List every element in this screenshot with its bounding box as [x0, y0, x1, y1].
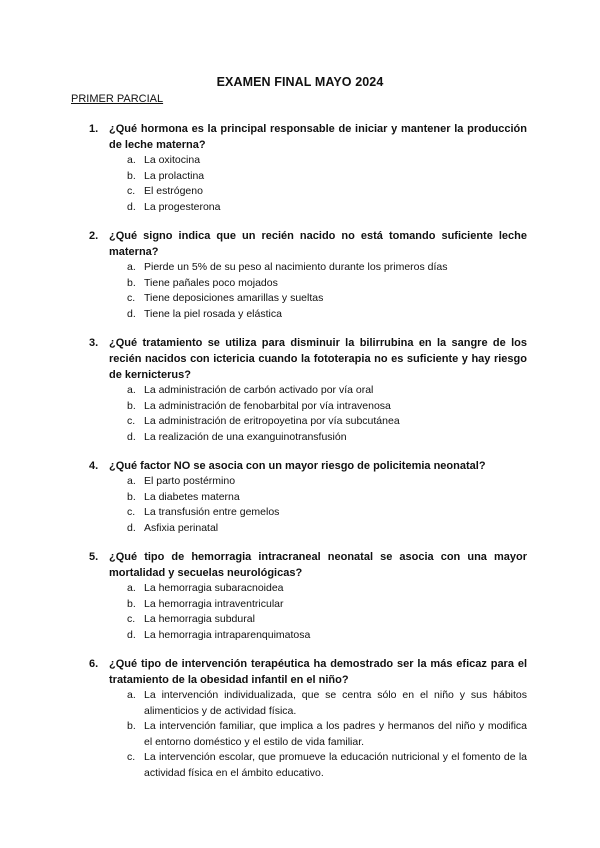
option-letter: c. — [127, 415, 136, 427]
option-text: La hemorragia subaracnoidea — [144, 582, 284, 594]
question-4 — [89, 458, 527, 536]
option-list — [89, 581, 527, 643]
question-text: ¿Qué tipo de hemorragia intracraneal neonatal se asocia con una mayor mortalidad y secuelas neurológicas? — [109, 551, 527, 579]
option-letter: c. — [127, 613, 136, 625]
option-list — [89, 383, 527, 445]
option-letter: c. — [127, 292, 136, 304]
option-letter: d. — [127, 307, 136, 320]
question-number: 5. — [89, 551, 99, 563]
option-text: La prolactina — [144, 169, 205, 182]
answer-option — [89, 521, 527, 537]
question-5 — [89, 549, 527, 643]
section-heading: PRIMER PARCIAL — [71, 93, 164, 105]
option-letter: b. — [127, 276, 136, 289]
option-letter: b. — [127, 720, 136, 732]
answer-option — [89, 581, 527, 597]
question-2 — [89, 228, 527, 322]
option-text: La intervención escolar, que promueve la educación nutricional y el fomento de la actividad física en el ámbito educativo. — [144, 751, 527, 779]
answer-option — [89, 612, 527, 628]
option-letter: a. — [127, 582, 136, 594]
answer-option — [89, 291, 527, 307]
question-number: 4. — [89, 460, 99, 472]
question-text: ¿Qué tipo de intervención terapéutica ha demostrado ser la más eficaz para el tratamiento de la obesidad infantil en el niño? — [109, 658, 527, 686]
answer-option — [89, 490, 527, 506]
option-text: La hemorragia intraparenquimatosa — [144, 628, 311, 641]
answer-option — [89, 474, 527, 490]
option-list — [89, 153, 527, 215]
answer-option — [89, 276, 527, 292]
option-text: La administración de fenobarbital por vía intravenosa — [144, 399, 391, 412]
option-letter: a. — [127, 261, 136, 273]
option-text: La progesterona — [144, 200, 221, 213]
answer-option — [89, 505, 527, 521]
answer-option — [89, 200, 527, 216]
answer-option — [89, 688, 527, 719]
option-letter: a. — [127, 154, 136, 166]
exam-title: EXAMEN FINAL MAYO 2024 — [216, 75, 384, 89]
question-text: ¿Qué signo indica que un recién nacido no está tomando suficiente leche materna? — [109, 230, 527, 258]
answer-option — [89, 597, 527, 613]
option-letter: d. — [127, 628, 136, 641]
option-letter: a. — [127, 475, 136, 487]
option-letter: a. — [127, 689, 136, 701]
question-number: 2. — [89, 230, 99, 242]
option-text: Tiene deposiciones amarillas y sueltas — [144, 292, 324, 304]
option-text: La realización de una exanguinotransfusión — [144, 430, 347, 443]
option-letter: d. — [127, 430, 136, 443]
answer-option — [89, 307, 527, 323]
option-letter: c. — [127, 751, 136, 763]
answer-option — [89, 628, 527, 644]
option-letter: d. — [127, 521, 136, 534]
option-text: La oxitocina — [144, 154, 201, 166]
question-list — [89, 121, 527, 781]
answer-option — [89, 750, 527, 781]
option-text: Pierde un 5% de su peso al nacimiento durante los primeros días — [144, 261, 448, 273]
answer-option — [89, 430, 527, 446]
option-letter: b. — [127, 597, 136, 610]
question-1 — [89, 121, 527, 215]
question-number: 1. — [89, 123, 99, 135]
answer-option — [89, 153, 527, 169]
option-list — [89, 688, 527, 781]
answer-option — [89, 260, 527, 276]
question-number: 3. — [89, 337, 99, 349]
option-text: Asfixia perinatal — [144, 521, 219, 534]
question-3 — [89, 335, 527, 445]
option-text: La intervención individualizada, que se centra sólo en el niño y sus hábitos alimenticios y de actividad física. — [144, 689, 527, 717]
option-list — [89, 260, 527, 322]
answer-option — [89, 184, 527, 200]
answer-option — [89, 383, 527, 399]
answer-option — [89, 719, 527, 750]
question-text: ¿Qué tratamiento se utiliza para disminuir la bilirrubina en la sangre de los recién nacidos con ictericia cuando la fototerapia no es suficiente y hay riesgo de kernicterus? — [109, 337, 527, 381]
answer-option — [89, 169, 527, 185]
answer-option — [89, 414, 527, 430]
option-text: La diabetes materna — [144, 490, 240, 503]
option-text: Tiene pañales poco mojados — [144, 276, 278, 289]
question-text: ¿Qué hormona es la principal responsable de iniciar y mantener la producción de leche materna? — [109, 123, 527, 151]
option-letter: b. — [127, 490, 136, 503]
option-text: La administración de carbón activado por vía oral — [144, 384, 374, 396]
option-letter: b. — [127, 399, 136, 412]
option-text: La transfusión entre gemelos — [144, 506, 280, 518]
option-text: La hemorragia intraventricular — [144, 597, 284, 610]
option-text: La intervención familiar, que implica a los padres y hermanos del niño y modifica el entorno doméstico y el estilo de vida familiar. — [144, 720, 527, 748]
question-number: 6. — [89, 658, 99, 670]
option-letter: c. — [127, 185, 136, 197]
question-text: ¿Qué factor NO se asocia con un mayor riesgo de policitemia neonatal? — [109, 460, 486, 472]
option-text: El parto postérmino — [144, 475, 236, 487]
option-list — [89, 474, 527, 536]
option-letter: c. — [127, 506, 136, 518]
question-6 — [89, 656, 527, 781]
option-text: La administración de eritropoyetina por vía subcutánea — [144, 415, 400, 427]
option-text: El estrógeno — [144, 185, 203, 197]
option-letter: d. — [127, 200, 136, 213]
option-letter: a. — [127, 384, 136, 396]
option-text: La hemorragia subdural — [144, 613, 255, 625]
answer-option — [89, 399, 527, 415]
option-letter: b. — [127, 169, 136, 182]
option-text: Tiene la piel rosada y elástica — [144, 307, 282, 320]
